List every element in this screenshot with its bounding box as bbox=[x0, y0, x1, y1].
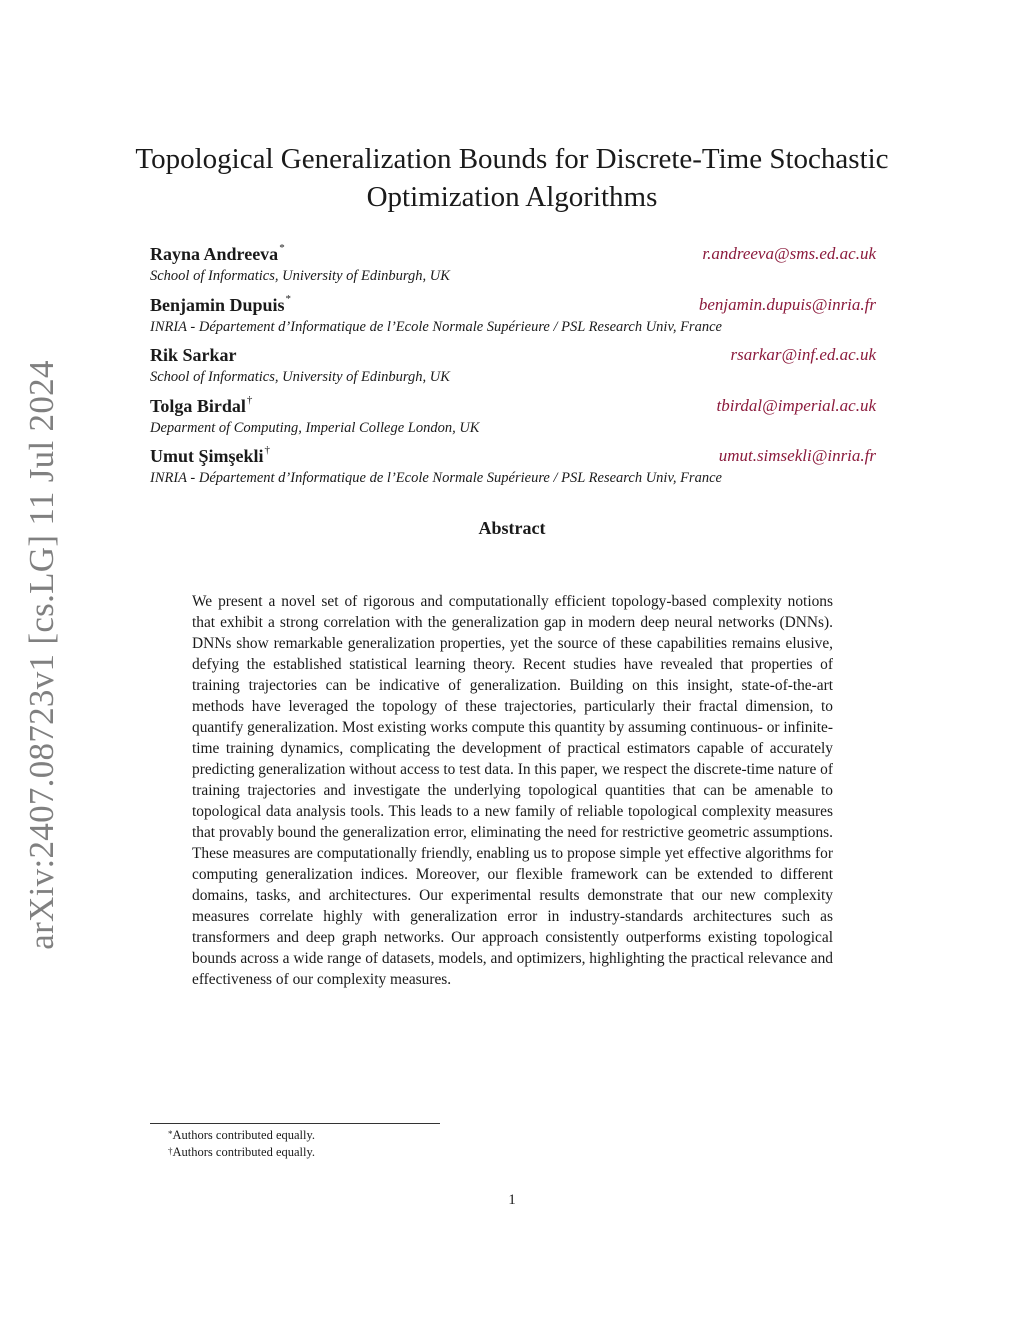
author-email-link[interactable]: umut.simsekli@inria.fr bbox=[718, 446, 876, 465]
paper-title: Topological Generalization Bounds for Discrete-Time Stochastic Optimization Algorithms bbox=[135, 143, 889, 213]
author-affiliation: School of Informatics, University of Edinburgh, UK bbox=[150, 268, 450, 284]
author-name: Benjamin Dupuis* bbox=[150, 292, 292, 315]
author-entry bbox=[150, 394, 876, 445]
abstract-heading: Abstract bbox=[478, 518, 546, 538]
author-footnote-mark: * bbox=[285, 292, 292, 305]
author-footnote-mark: † bbox=[264, 444, 271, 456]
footnote-mark: † bbox=[168, 1145, 173, 1156]
footnote-mark: * bbox=[168, 1129, 173, 1139]
footnote-text: Authors contributed equally. bbox=[172, 1144, 316, 1159]
footnote-divider bbox=[150, 1123, 440, 1124]
author-entry bbox=[150, 242, 876, 293]
author-name: Rik Sarkar bbox=[150, 345, 237, 365]
author-entry bbox=[150, 343, 876, 394]
author-entry bbox=[150, 293, 876, 344]
author-footnote-mark: * bbox=[279, 242, 285, 254]
author-list bbox=[150, 242, 876, 495]
author-footnote-mark: † bbox=[246, 393, 253, 406]
footnotes bbox=[168, 1127, 315, 1160]
abstract-text: We present a novel set of rigorous and computationally efficient topology-based complexity notions that exhibit a strong correlation with the generalization gap in modern deep neural networks (DNNs). DNNs show remarkable generalization properties, yet the source of these capabilities remains elusive, defying the established statistical learning theory. Recent studies have revealed that properties of training trajectories can be indicative of generalization. Building on this insight, state-of-the-art methods have leveraged the topology of these trajectories, particularly their fractal dimension, to quantify generalization. Most existing works compute this quantity by assuming continuous- or infinite-time training dynamics, complicating the development of practical estimators capable of accurately predicting generalization without access to test data. In this paper, we respect the discrete-time nature of training trajectories and investigate the underlying topological quantities that can be amenable to topological data analysis tools. This leads to a new family of reliable topological complexity measures that provably bound the generalization error, eliminating the need for restrictive geometric assumptions. These measures are computationally friendly, enabling us to propose simple yet effective algorithms for computing generalization indices. Moreover, our flexible framework can be extended to different domains, tasks, and architectures. Our experimental results demonstrate that our new complexity measures correlate highly with generalization error in industry-standards architectures such as transformers and deep graph networks. Our approach consistently outperforms existing topological bounds across a wide range of datasets, models, and optimizers, highlighting the practical relevance and effectiveness of our complexity measures. bbox=[192, 593, 833, 988]
author-affiliation: INRIA - Département d’Informatique de l’Ecole Normale Supérieure / PSL Research Univ, France bbox=[150, 470, 722, 486]
author-email-link[interactable]: r.andreeva@sms.ed.ac.uk bbox=[702, 244, 876, 263]
author-affiliation: Deparment of Computing, Imperial College London, UK bbox=[150, 419, 480, 436]
arxiv-identifier-stamp: arXiv:2407.08723v1 [cs.LG] 11 Jul 2024 bbox=[22, 360, 61, 950]
author-affiliation: School of Informatics, University of Edinburgh, UK bbox=[150, 369, 450, 385]
author-name: Tolga Birdal† bbox=[150, 393, 253, 416]
footnote-item bbox=[168, 1144, 315, 1161]
page-number: 1 bbox=[508, 1192, 516, 1208]
footnote-text: Authors contributed equally. bbox=[172, 1128, 316, 1142]
author-entry bbox=[150, 444, 876, 495]
author-email-link[interactable]: tbirdal@imperial.ac.uk bbox=[716, 395, 876, 415]
author-affiliation: INRIA - Département d’Informatique de l’Ecole Normale Supérieure / PSL Research Univ, France bbox=[150, 318, 722, 335]
author-name: Rayna Andreeva* bbox=[150, 242, 285, 264]
author-name: Umut Şimşekli† bbox=[150, 444, 271, 466]
author-email-link[interactable]: benjamin.dupuis@inria.fr bbox=[698, 294, 876, 314]
author-email-link[interactable]: rsarkar@inf.ed.ac.uk bbox=[730, 345, 876, 364]
footnote-item bbox=[168, 1127, 315, 1144]
